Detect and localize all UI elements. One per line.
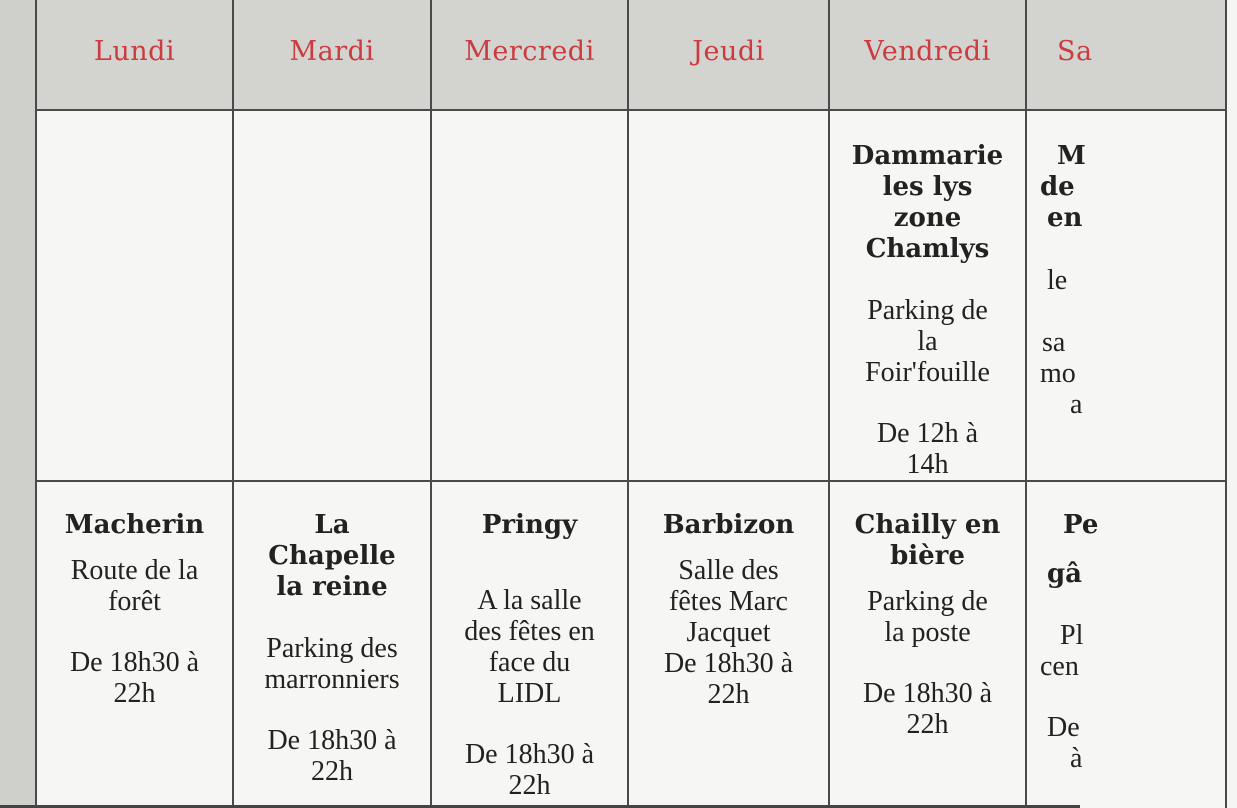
entry <box>37 482 232 709</box>
cell-samedi-row1 <box>1027 111 1227 482</box>
opening-hours: De 12h à 14h <box>876 418 979 480</box>
place-name: Pe gâ <box>1047 510 1099 589</box>
place-address: Parking de la poste <box>867 586 988 648</box>
entry <box>234 482 430 787</box>
opening-hours: De 18h30 à 22h <box>862 678 993 740</box>
header-vendredi <box>830 0 1027 111</box>
opening-hours: De 18h30 à 22h <box>267 725 397 787</box>
header-samedi <box>1027 0 1227 111</box>
place-address: A la salle des fêtes en face du LIDL <box>464 585 595 709</box>
cell-vendredi-row2 <box>830 482 1027 808</box>
opening-hours: De 18h30 à 22h <box>663 648 794 710</box>
day-label: Jeudi <box>692 36 765 67</box>
place-name: M de en <box>1040 141 1086 233</box>
left-margin-column <box>0 0 37 808</box>
cell-mercredi-row1 <box>432 111 629 482</box>
place-name: Chailly en bière <box>854 510 1001 571</box>
day-label: Sa <box>1057 36 1093 67</box>
header-mercredi <box>432 0 629 111</box>
opening-hours: De 18h30 à 22h <box>69 647 200 709</box>
cell-jeudi-row2 <box>629 482 830 808</box>
place-address: Pl cen <box>1040 620 1084 682</box>
place-name: Pringy <box>481 510 578 540</box>
entry <box>1040 482 1225 774</box>
entry <box>432 482 627 801</box>
header-jeudi <box>629 0 830 111</box>
place-name: Barbizon <box>662 510 795 540</box>
place-name: Dammarie les lys zone Chamlys <box>851 141 1004 264</box>
header-mardi <box>234 0 432 111</box>
opening-hours: De 18h30 à 22h <box>464 739 595 801</box>
cell-lundi-row2 <box>37 482 234 808</box>
schedule-table <box>37 0 1237 808</box>
place-address: le sa mo a <box>1040 265 1083 420</box>
place-address: Parking des marronniers <box>264 633 400 695</box>
entry <box>1040 111 1225 420</box>
cell-vendredi-row1 <box>830 111 1027 482</box>
place-name: La Chapelle la reine <box>268 510 396 602</box>
place-address: Salle des fêtes Marc Jacquet <box>669 555 788 648</box>
cell-samedi-row2 <box>1027 482 1227 808</box>
day-label: Mercredi <box>464 36 595 67</box>
opening-hours: De à <box>1047 712 1083 774</box>
entry <box>830 482 1025 740</box>
day-label: Mardi <box>289 36 375 67</box>
day-label: Lundi <box>93 36 176 67</box>
place-address: Route de la forêt <box>70 555 199 617</box>
day-label: Vendredi <box>864 36 991 67</box>
place-name: Macherin <box>64 510 205 540</box>
header-lundi <box>37 0 234 111</box>
entry <box>629 482 828 710</box>
cell-lundi-row1 <box>37 111 234 482</box>
cell-mardi-row2 <box>234 482 432 808</box>
cell-mardi-row1 <box>234 111 432 482</box>
entry <box>830 111 1025 480</box>
cell-jeudi-row1 <box>629 111 830 482</box>
cell-mercredi-row2 <box>432 482 629 808</box>
place-address: Parking de la Foir'fouille <box>865 295 990 388</box>
